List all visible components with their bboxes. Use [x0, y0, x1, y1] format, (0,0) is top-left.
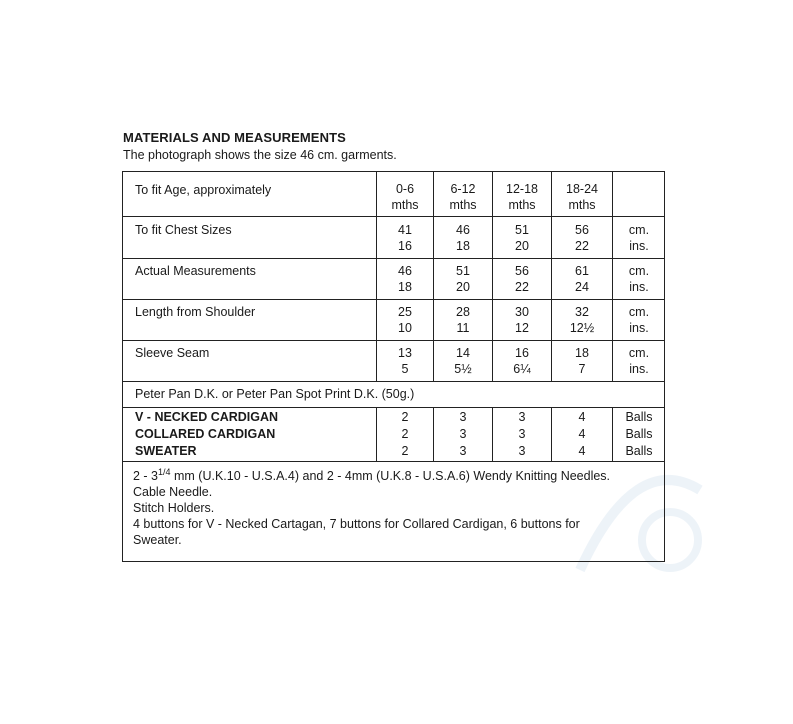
value-ins: 5: [401, 362, 409, 376]
unit-ins: ins.: [629, 280, 649, 294]
yarn-description: Peter Pan D.K. or Peter Pan Spot Print D.K. (50g.): [135, 387, 415, 401]
row-divider: [123, 216, 664, 217]
value-ins: 20: [515, 239, 529, 253]
balls-count: 2: [401, 444, 409, 458]
size-header-unit: mths: [508, 198, 536, 212]
value-cm: 16: [515, 346, 529, 360]
notes-line: Sweater.: [133, 533, 182, 547]
balls-count: 3: [459, 444, 467, 458]
unit-cm: cm.: [628, 264, 650, 278]
balls-count: 4: [578, 427, 586, 441]
notes-line: Cable Needle.: [133, 485, 213, 499]
column-divider: [612, 407, 613, 461]
needles-size-prefix: 2 - 3: [133, 469, 159, 483]
value-ins: 16: [398, 239, 412, 253]
value-cm: 14: [456, 346, 470, 360]
size-header: 18-24: [566, 182, 598, 196]
balls-count: 3: [518, 427, 526, 441]
value-cm: 32: [575, 305, 589, 319]
value-ins: 18: [398, 280, 412, 294]
row-label: Length from Shoulder: [135, 305, 256, 319]
balls-count: 2: [401, 427, 409, 441]
unit-ins: ins.: [629, 321, 649, 335]
balls-count: 2: [401, 410, 409, 424]
value-ins: 7: [578, 362, 586, 376]
balls-unit: Balls: [625, 410, 653, 424]
balls-count: 3: [459, 427, 467, 441]
size-header-unit: mths: [391, 198, 419, 212]
unit-ins: ins.: [629, 362, 649, 376]
value-cm: 28: [456, 305, 470, 319]
value-ins: 24: [575, 280, 589, 294]
value-cm: 13: [398, 346, 412, 360]
row-divider: [123, 407, 664, 408]
needles-size-suffix: mm (U.K.10 - U.S.A.4) and 2 - 4mm (U.K.8 - U.S.A.6) Wendy Knitting Needles.: [170, 469, 611, 483]
needles-line: [133, 468, 663, 484]
value-cm: 56: [575, 223, 589, 237]
value-ins: 18: [456, 239, 470, 253]
size-header: 12-18: [506, 182, 538, 196]
unit-cm: cm.: [628, 305, 650, 319]
size-header: 0-6: [395, 182, 415, 196]
balls-count: 4: [578, 410, 586, 424]
value-ins: 22: [515, 280, 529, 294]
value-ins: 11: [456, 321, 470, 335]
age-label: To fit Age, approximately: [135, 183, 272, 197]
row-label: To fit Chest Sizes: [135, 223, 232, 237]
row-divider: [123, 381, 664, 382]
value-cm: 41: [398, 223, 412, 237]
row-divider: [123, 299, 664, 300]
notes-line: Stitch Holders.: [133, 501, 215, 515]
value-cm: 46: [398, 264, 412, 278]
size-header-unit: mths: [449, 198, 477, 212]
value-ins: 12: [515, 321, 529, 335]
value-cm: 25: [398, 305, 412, 319]
value-cm: 18: [575, 346, 589, 360]
value-cm: 51: [456, 264, 470, 278]
garment-name: V - NECKED CARDIGAN: [135, 410, 279, 424]
section-subheading: The photograph shows the size 46 cm. garments.: [123, 148, 397, 162]
value-cm: 56: [515, 264, 529, 278]
unit-ins: ins.: [629, 239, 649, 253]
garment-name: SWEATER: [135, 444, 197, 458]
value-cm: 46: [456, 223, 470, 237]
value-cm: 51: [515, 223, 529, 237]
size-header-unit: mths: [568, 198, 596, 212]
row-label: Sleeve Seam: [135, 346, 210, 360]
value-ins: 20: [456, 280, 470, 294]
row-divider: [123, 461, 664, 462]
notes-line: 4 buttons for V - Necked Cartagan, 7 buttons for Collared Cardigan, 6 buttons for: [133, 517, 580, 531]
balls-count: 3: [518, 444, 526, 458]
value-ins: 12½: [569, 321, 595, 335]
balls-count: 4: [578, 444, 586, 458]
row-divider: [123, 340, 664, 341]
size-header: 6-12: [450, 182, 476, 196]
needles-notes: [133, 468, 663, 548]
value-ins: 5½: [454, 362, 472, 376]
section-heading: MATERIALS AND MEASUREMENTS: [123, 130, 346, 145]
balls-count: 3: [459, 410, 467, 424]
value-ins: 22: [575, 239, 589, 253]
row-divider: [123, 258, 664, 259]
value-cm: 30: [515, 305, 529, 319]
balls-unit: Balls: [625, 427, 653, 441]
balls-count: 3: [518, 410, 526, 424]
column-divider: [612, 172, 613, 382]
unit-cm: cm.: [628, 223, 650, 237]
value-cm: 61: [575, 264, 589, 278]
balls-unit: Balls: [625, 444, 653, 458]
value-ins: 10: [398, 321, 412, 335]
garment-name: COLLARED CARDIGAN: [135, 427, 276, 441]
value-ins: 6¼: [513, 362, 531, 376]
column-divider: [551, 407, 552, 461]
needles-fraction: 1/4: [158, 466, 171, 477]
column-divider: [551, 172, 552, 382]
unit-cm: cm.: [628, 346, 650, 360]
row-label: Actual Measurements: [135, 264, 256, 278]
